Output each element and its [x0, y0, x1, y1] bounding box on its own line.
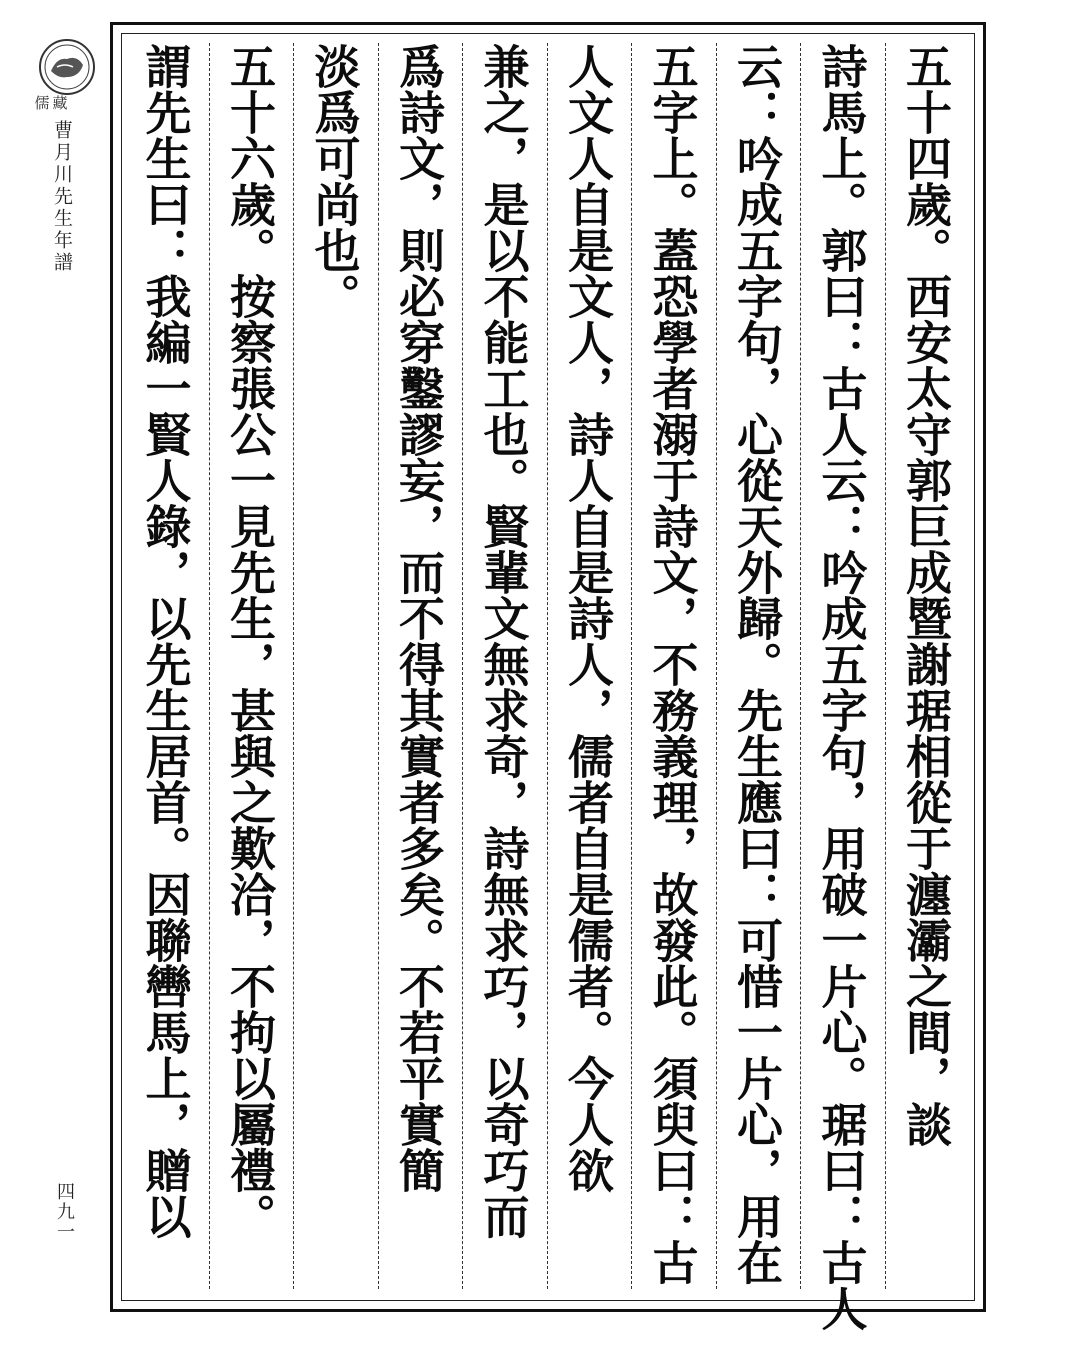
column-text: 爲詩文，則必穿鑿謬妄，而不得其實者多矣。不若平實簡 [392, 43, 446, 1193]
column-text: 五十六歲。按察張公一見先生，甚與之歎洽，不拘以屬禮。 [223, 43, 277, 1239]
column-text: 詩馬上。郭曰：古人云：吟成五字句，用破一片心。琚曰：古人 [814, 43, 869, 1331]
text-column [294, 43, 379, 1289]
column-text: 淡爲可尚也。 [307, 43, 362, 319]
column-text: 謂先生曰：我編一賢人錄，以先生居首。因聯轡馬上，贈以 [138, 43, 193, 1239]
text-column [632, 43, 717, 1289]
column-text: 五字上。蓋恐學者溺于詩文，不務義理，故發此。須臾曰：古 [645, 43, 700, 1285]
text-column [379, 43, 464, 1289]
text-column [125, 43, 210, 1289]
text-column [210, 43, 295, 1289]
seal-icon [37, 37, 97, 97]
sidebar [0, 0, 105, 1351]
text-column [801, 43, 886, 1331]
column-text: 兼之，是以不能工也。賢輩文無求奇，詩無求巧，以奇巧而 [476, 43, 531, 1239]
book-title: 曹月川先生年譜 [51, 120, 73, 274]
column-text: 云：吟成五字句，心從天外歸。先生應曰：可惜一片心，用在 [730, 43, 784, 1285]
text-column [548, 43, 633, 1289]
column-text: 五十四歲。西安太守郭巨成暨謝琚相從于瀍灞之間，談 [899, 43, 953, 1147]
text-column [717, 43, 802, 1289]
collection-label: 儒藏 [34, 94, 71, 112]
text-column [463, 43, 548, 1289]
page-frame [110, 22, 986, 1331]
page-number: 四九一 [54, 1182, 75, 1242]
text-columns [125, 43, 969, 1331]
text-column [886, 43, 970, 1289]
column-text: 人文人自是文人，詩人自是詩人，儒者自是儒者。今人欲 [561, 43, 615, 1193]
